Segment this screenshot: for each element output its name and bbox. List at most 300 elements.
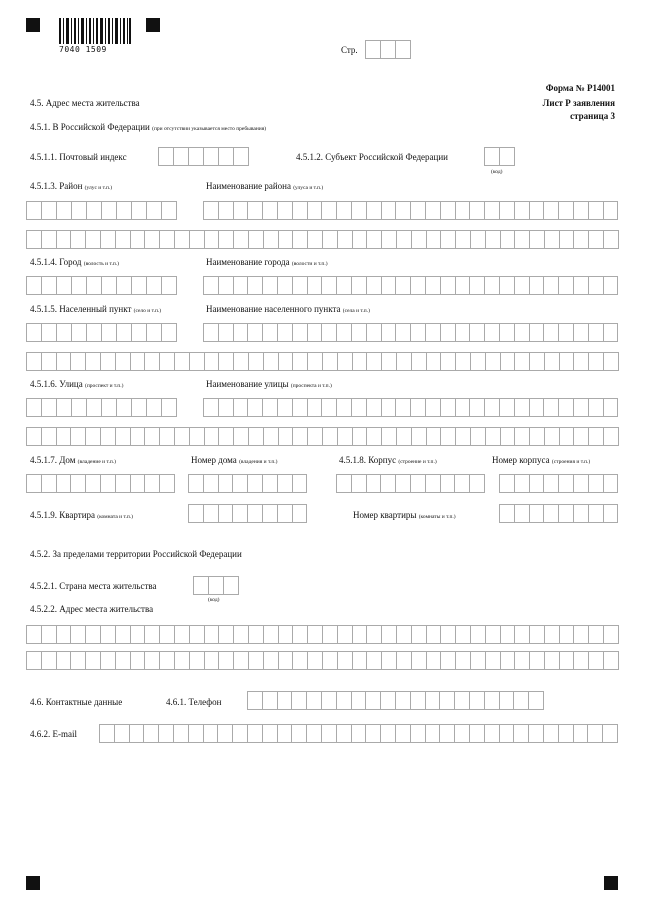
char-cell[interactable]	[411, 691, 426, 710]
char-cell[interactable]	[515, 201, 530, 220]
char-cell[interactable]	[560, 352, 575, 371]
char-cell[interactable]	[115, 724, 130, 743]
char-cell[interactable]	[27, 427, 42, 446]
char-cell[interactable]	[249, 625, 264, 644]
char-cell[interactable]	[279, 651, 294, 670]
char-cell[interactable]	[396, 724, 411, 743]
char-cell[interactable]	[322, 201, 337, 220]
char-cell[interactable]	[441, 230, 456, 249]
char-cell[interactable]	[145, 352, 160, 371]
char-cell[interactable]	[219, 427, 234, 446]
char-cell[interactable]	[515, 323, 530, 342]
char-cell[interactable]	[515, 398, 530, 417]
char-cell[interactable]	[352, 323, 367, 342]
char-cell[interactable]	[589, 201, 604, 220]
char-cell[interactable]	[353, 352, 368, 371]
char-cell[interactable]	[264, 625, 279, 644]
char-cell[interactable]	[42, 201, 57, 220]
char-cell[interactable]	[147, 323, 162, 342]
char-cell[interactable]	[411, 724, 426, 743]
char-cell[interactable]	[411, 474, 426, 493]
char-cell[interactable]	[397, 352, 412, 371]
char-cell[interactable]	[42, 276, 57, 295]
char-cell[interactable]	[529, 724, 544, 743]
char-cell[interactable]	[174, 724, 189, 743]
char-cell[interactable]	[278, 474, 293, 493]
char-cell[interactable]	[42, 323, 57, 342]
city-type-cells[interactable]	[26, 276, 177, 295]
char-cell[interactable]	[308, 398, 323, 417]
char-cell[interactable]	[515, 230, 530, 249]
char-cell[interactable]	[27, 625, 42, 644]
char-cell[interactable]	[397, 625, 412, 644]
char-cell[interactable]	[101, 352, 116, 371]
char-cell[interactable]	[604, 276, 619, 295]
char-cell[interactable]	[501, 352, 516, 371]
char-cell[interactable]	[382, 625, 397, 644]
char-cell[interactable]	[441, 625, 456, 644]
char-cell[interactable]	[411, 398, 426, 417]
char-cell[interactable]	[293, 625, 308, 644]
char-cell[interactable]	[515, 427, 530, 446]
char-cell[interactable]	[27, 323, 42, 342]
char-cell[interactable]	[218, 724, 233, 743]
char-cell[interactable]	[117, 276, 132, 295]
char-cell[interactable]	[27, 352, 42, 371]
char-cell[interactable]	[57, 230, 72, 249]
char-cell[interactable]	[560, 651, 575, 670]
char-cell[interactable]	[263, 398, 278, 417]
char-cell[interactable]	[42, 474, 57, 493]
char-cell[interactable]	[486, 352, 501, 371]
char-cell[interactable]	[278, 276, 293, 295]
char-cell[interactable]	[470, 398, 485, 417]
subject-code-cells[interactable]	[484, 147, 515, 166]
district-name-cells-row2[interactable]	[26, 230, 619, 249]
char-cell[interactable]	[382, 398, 397, 417]
char-cell[interactable]	[264, 427, 279, 446]
char-cell[interactable]	[205, 651, 220, 670]
char-cell[interactable]	[116, 474, 131, 493]
char-cell[interactable]	[27, 201, 42, 220]
char-cell[interactable]	[42, 398, 57, 417]
char-cell[interactable]	[322, 691, 337, 710]
char-cell[interactable]	[132, 323, 147, 342]
char-cell[interactable]	[337, 474, 352, 493]
char-cell[interactable]	[381, 40, 396, 59]
char-cell[interactable]	[27, 230, 42, 249]
char-cell[interactable]	[190, 230, 205, 249]
char-cell[interactable]	[367, 230, 382, 249]
char-cell[interactable]	[189, 724, 204, 743]
char-cell[interactable]	[485, 691, 500, 710]
char-cell[interactable]	[234, 147, 249, 166]
char-cell[interactable]	[500, 724, 515, 743]
char-cell[interactable]	[337, 398, 352, 417]
char-cell[interactable]	[574, 474, 589, 493]
foreign-address-cells-row2[interactable]	[26, 651, 619, 670]
char-cell[interactable]	[426, 398, 441, 417]
char-cell[interactable]	[205, 427, 220, 446]
char-cell[interactable]	[530, 625, 545, 644]
char-cell[interactable]	[42, 230, 57, 249]
district-type-cells[interactable]	[26, 201, 177, 220]
char-cell[interactable]	[117, 323, 132, 342]
char-cell[interactable]	[205, 230, 220, 249]
char-cell[interactable]	[486, 230, 501, 249]
char-cell[interactable]	[263, 276, 278, 295]
char-cell[interactable]	[293, 427, 308, 446]
char-cell[interactable]	[530, 427, 545, 446]
char-cell[interactable]	[71, 427, 86, 446]
char-cell[interactable]	[441, 276, 456, 295]
char-cell[interactable]	[234, 352, 249, 371]
char-cell[interactable]	[367, 201, 382, 220]
char-cell[interactable]	[544, 276, 559, 295]
char-cell[interactable]	[279, 427, 294, 446]
char-cell[interactable]	[338, 427, 353, 446]
char-cell[interactable]	[604, 474, 619, 493]
char-cell[interactable]	[471, 625, 486, 644]
char-cell[interactable]	[147, 276, 162, 295]
char-cell[interactable]	[234, 230, 249, 249]
char-cell[interactable]	[501, 427, 516, 446]
char-cell[interactable]	[116, 427, 131, 446]
char-cell[interactable]	[263, 474, 278, 493]
char-cell[interactable]	[248, 323, 263, 342]
char-cell[interactable]	[323, 230, 338, 249]
char-cell[interactable]	[353, 230, 368, 249]
char-cell[interactable]	[574, 352, 589, 371]
char-cell[interactable]	[233, 504, 248, 523]
char-cell[interactable]	[441, 398, 456, 417]
char-cell[interactable]	[501, 230, 516, 249]
char-cell[interactable]	[485, 323, 500, 342]
char-cell[interactable]	[160, 427, 175, 446]
char-cell[interactable]	[544, 201, 559, 220]
char-cell[interactable]	[86, 474, 101, 493]
char-cell[interactable]	[102, 398, 117, 417]
char-cell[interactable]	[367, 276, 382, 295]
char-cell[interactable]	[485, 276, 500, 295]
char-cell[interactable]	[292, 724, 307, 743]
char-cell[interactable]	[397, 427, 412, 446]
char-cell[interactable]	[72, 323, 87, 342]
char-cell[interactable]	[279, 352, 294, 371]
char-cell[interactable]	[57, 276, 72, 295]
char-cell[interactable]	[381, 691, 396, 710]
char-cell[interactable]	[397, 230, 412, 249]
house-type-cells[interactable]	[26, 474, 175, 493]
char-cell[interactable]	[485, 201, 500, 220]
char-cell[interactable]	[500, 504, 515, 523]
district-name-cells-row1[interactable]	[203, 201, 618, 220]
char-cell[interactable]	[132, 276, 147, 295]
char-cell[interactable]	[574, 427, 589, 446]
char-cell[interactable]	[219, 398, 234, 417]
char-cell[interactable]	[144, 724, 159, 743]
char-cell[interactable]	[352, 691, 367, 710]
char-cell[interactable]	[205, 625, 220, 644]
char-cell[interactable]	[87, 398, 102, 417]
char-cell[interactable]	[545, 352, 560, 371]
char-cell[interactable]	[471, 352, 486, 371]
char-cell[interactable]	[456, 352, 471, 371]
char-cell[interactable]	[293, 352, 308, 371]
house-number-cells[interactable]	[188, 474, 307, 493]
char-cell[interactable]	[337, 201, 352, 220]
char-cell[interactable]	[574, 276, 589, 295]
char-cell[interactable]	[589, 398, 604, 417]
char-cell[interactable]	[382, 352, 397, 371]
char-cell[interactable]	[500, 276, 515, 295]
char-cell[interactable]	[278, 691, 293, 710]
city-name-cells[interactable]	[203, 276, 618, 295]
char-cell[interactable]	[352, 201, 367, 220]
char-cell[interactable]	[160, 474, 175, 493]
char-cell[interactable]	[367, 625, 382, 644]
char-cell[interactable]	[293, 230, 308, 249]
char-cell[interactable]	[427, 427, 442, 446]
char-cell[interactable]	[440, 724, 455, 743]
char-cell[interactable]	[233, 724, 248, 743]
apartment-type-cells[interactable]	[188, 504, 307, 523]
char-cell[interactable]	[204, 724, 219, 743]
char-cell[interactable]	[145, 230, 160, 249]
char-cell[interactable]	[382, 201, 397, 220]
char-cell[interactable]	[544, 398, 559, 417]
char-cell[interactable]	[485, 398, 500, 417]
char-cell[interactable]	[116, 230, 131, 249]
char-cell[interactable]	[160, 230, 175, 249]
char-cell[interactable]	[515, 504, 530, 523]
char-cell[interactable]	[248, 504, 263, 523]
char-cell[interactable]	[42, 427, 57, 446]
char-cell[interactable]	[441, 323, 456, 342]
char-cell[interactable]	[190, 352, 205, 371]
char-cell[interactable]	[162, 276, 177, 295]
char-cell[interactable]	[131, 230, 146, 249]
apartment-number-cells[interactable]	[499, 504, 618, 523]
char-cell[interactable]	[86, 625, 101, 644]
char-cell[interactable]	[456, 398, 471, 417]
char-cell[interactable]	[219, 625, 234, 644]
postal-index-cells[interactable]	[158, 147, 249, 166]
char-cell[interactable]	[367, 398, 382, 417]
foreign-address-cells-row1[interactable]	[26, 625, 619, 644]
char-cell[interactable]	[293, 651, 308, 670]
char-cell[interactable]	[219, 352, 234, 371]
char-cell[interactable]	[352, 474, 367, 493]
char-cell[interactable]	[234, 651, 249, 670]
char-cell[interactable]	[382, 230, 397, 249]
char-cell[interactable]	[145, 625, 160, 644]
char-cell[interactable]	[279, 230, 294, 249]
char-cell[interactable]	[500, 201, 515, 220]
char-cell[interactable]	[175, 427, 190, 446]
char-cell[interactable]	[189, 474, 204, 493]
char-cell[interactable]	[471, 651, 486, 670]
char-cell[interactable]	[545, 427, 560, 446]
char-cell[interactable]	[264, 651, 279, 670]
char-cell[interactable]	[27, 276, 42, 295]
char-cell[interactable]	[248, 398, 263, 417]
char-cell[interactable]	[248, 691, 263, 710]
char-cell[interactable]	[234, 323, 249, 342]
country-code-cells[interactable]	[193, 576, 239, 595]
char-cell[interactable]	[501, 625, 516, 644]
char-cell[interactable]	[471, 230, 486, 249]
char-cell[interactable]	[189, 147, 204, 166]
char-cell[interactable]	[42, 625, 57, 644]
char-cell[interactable]	[604, 230, 619, 249]
char-cell[interactable]	[530, 230, 545, 249]
char-cell[interactable]	[604, 651, 619, 670]
char-cell[interactable]	[411, 201, 426, 220]
char-cell[interactable]	[456, 323, 471, 342]
char-cell[interactable]	[352, 276, 367, 295]
char-cell[interactable]	[604, 427, 619, 446]
building-number-cells[interactable]	[499, 474, 618, 493]
char-cell[interactable]	[544, 504, 559, 523]
char-cell[interactable]	[338, 352, 353, 371]
char-cell[interactable]	[589, 323, 604, 342]
char-cell[interactable]	[412, 651, 427, 670]
char-cell[interactable]	[574, 398, 589, 417]
char-cell[interactable]	[42, 352, 57, 371]
char-cell[interactable]	[116, 625, 131, 644]
char-cell[interactable]	[559, 201, 574, 220]
char-cell[interactable]	[426, 201, 441, 220]
char-cell[interactable]	[604, 352, 619, 371]
char-cell[interactable]	[560, 625, 575, 644]
char-cell[interactable]	[396, 201, 411, 220]
char-cell[interactable]	[307, 724, 322, 743]
page-number-cells[interactable]	[365, 40, 411, 59]
char-cell[interactable]	[456, 276, 471, 295]
char-cell[interactable]	[381, 724, 396, 743]
char-cell[interactable]	[412, 625, 427, 644]
char-cell[interactable]	[86, 427, 101, 446]
char-cell[interactable]	[545, 625, 560, 644]
char-cell[interactable]	[308, 276, 323, 295]
char-cell[interactable]	[500, 474, 515, 493]
char-cell[interactable]	[219, 201, 234, 220]
char-cell[interactable]	[574, 504, 589, 523]
char-cell[interactable]	[352, 398, 367, 417]
char-cell[interactable]	[500, 147, 515, 166]
char-cell[interactable]	[307, 691, 322, 710]
char-cell[interactable]	[530, 352, 545, 371]
char-cell[interactable]	[263, 691, 278, 710]
char-cell[interactable]	[441, 427, 456, 446]
char-cell[interactable]	[322, 724, 337, 743]
street-type-cells[interactable]	[26, 398, 177, 417]
char-cell[interactable]	[589, 230, 604, 249]
char-cell[interactable]	[57, 474, 72, 493]
char-cell[interactable]	[57, 352, 72, 371]
char-cell[interactable]	[101, 651, 116, 670]
char-cell[interactable]	[57, 398, 72, 417]
char-cell[interactable]	[308, 427, 323, 446]
char-cell[interactable]	[574, 724, 589, 743]
char-cell[interactable]	[248, 276, 263, 295]
char-cell[interactable]	[589, 504, 604, 523]
char-cell[interactable]	[279, 625, 294, 644]
char-cell[interactable]	[264, 230, 279, 249]
char-cell[interactable]	[278, 724, 293, 743]
char-cell[interactable]	[131, 651, 146, 670]
char-cell[interactable]	[456, 625, 471, 644]
char-cell[interactable]	[455, 724, 470, 743]
char-cell[interactable]	[396, 691, 411, 710]
char-cell[interactable]	[441, 474, 456, 493]
char-cell[interactable]	[471, 427, 486, 446]
char-cell[interactable]	[145, 474, 160, 493]
char-cell[interactable]	[147, 201, 162, 220]
char-cell[interactable]	[515, 474, 530, 493]
char-cell[interactable]	[131, 625, 146, 644]
char-cell[interactable]	[589, 474, 604, 493]
char-cell[interactable]	[175, 352, 190, 371]
char-cell[interactable]	[175, 651, 190, 670]
char-cell[interactable]	[42, 651, 57, 670]
char-cell[interactable]	[87, 276, 102, 295]
char-cell[interactable]	[194, 576, 209, 595]
char-cell[interactable]	[71, 474, 86, 493]
char-cell[interactable]	[412, 230, 427, 249]
char-cell[interactable]	[559, 398, 574, 417]
char-cell[interactable]	[604, 323, 619, 342]
char-cell[interactable]	[117, 201, 132, 220]
char-cell[interactable]	[396, 40, 411, 59]
char-cell[interactable]	[278, 504, 293, 523]
char-cell[interactable]	[278, 201, 293, 220]
char-cell[interactable]	[57, 427, 72, 446]
char-cell[interactable]	[132, 201, 147, 220]
char-cell[interactable]	[603, 724, 618, 743]
char-cell[interactable]	[604, 625, 619, 644]
char-cell[interactable]	[159, 147, 174, 166]
char-cell[interactable]	[57, 201, 72, 220]
char-cell[interactable]	[560, 230, 575, 249]
char-cell[interactable]	[589, 276, 604, 295]
phone-cells[interactable]	[247, 691, 544, 710]
char-cell[interactable]	[470, 276, 485, 295]
char-cell[interactable]	[353, 651, 368, 670]
char-cell[interactable]	[515, 651, 530, 670]
char-cell[interactable]	[162, 398, 177, 417]
char-cell[interactable]	[397, 651, 412, 670]
char-cell[interactable]	[366, 40, 381, 59]
char-cell[interactable]	[381, 474, 396, 493]
char-cell[interactable]	[293, 276, 308, 295]
char-cell[interactable]	[574, 651, 589, 670]
char-cell[interactable]	[485, 147, 500, 166]
char-cell[interactable]	[190, 651, 205, 670]
street-name-cells-row1[interactable]	[203, 398, 618, 417]
char-cell[interactable]	[174, 147, 189, 166]
char-cell[interactable]	[27, 398, 42, 417]
char-cell[interactable]	[500, 323, 515, 342]
char-cell[interactable]	[337, 276, 352, 295]
char-cell[interactable]	[486, 625, 501, 644]
char-cell[interactable]	[71, 352, 86, 371]
char-cell[interactable]	[293, 398, 308, 417]
char-cell[interactable]	[249, 230, 264, 249]
locality-name-cells-row2[interactable]	[26, 352, 619, 371]
char-cell[interactable]	[441, 201, 456, 220]
